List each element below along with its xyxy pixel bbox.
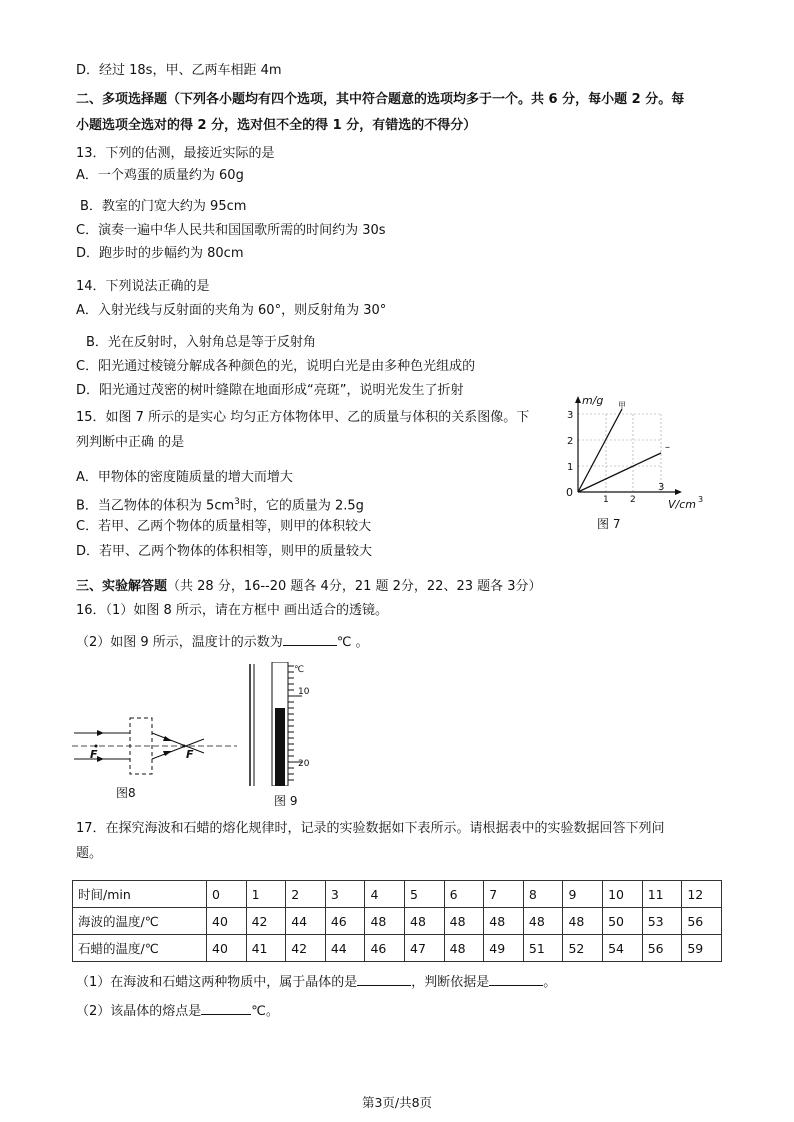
- q13-option-a: A．一个鸡蛋的质量约为 60g: [76, 168, 244, 183]
- table-cell: 2: [286, 881, 326, 908]
- table-cell: 41: [246, 935, 286, 962]
- table-cell: 5: [405, 881, 445, 908]
- ray-out-bottom-arrow-icon: [163, 751, 172, 756]
- q14-option-b: B．光在反射时，入射角总是等于反射角: [86, 335, 316, 350]
- ray-in-top-arrow-icon: [97, 730, 104, 736]
- table-cell: 3: [325, 881, 365, 908]
- y-tick-1: 1: [567, 462, 574, 473]
- q14-stem: 14．下列说法正确的是: [76, 279, 210, 294]
- ray-out-top: [152, 733, 204, 753]
- table-cell: 54: [603, 935, 643, 962]
- table-cell: 0: [207, 881, 247, 908]
- x-axis-arrow-icon: [675, 489, 682, 495]
- table-cell: 46: [325, 908, 365, 935]
- table-cell: 4: [365, 881, 405, 908]
- q13-option-d: D．跑步时的步幅约为 80cm: [76, 246, 244, 261]
- q17-part1-mid: ，判断依据是: [411, 975, 490, 990]
- section2-heading-line1: 二、多项选择题（下列各小题均有四个选项，其中符合题意的选项均多于一个。共 6 分，每小题 2 分。每: [76, 92, 685, 107]
- q17-part2: [76, 1002, 279, 1021]
- x-tick-3: 3: [658, 482, 665, 493]
- q12-option-d: D．经过 18s，甲、乙两车相距 4m: [76, 63, 282, 78]
- table-cell: 11: [642, 881, 682, 908]
- q17-stem-line2: 题。: [76, 846, 103, 861]
- unit-label: ℃: [294, 665, 305, 675]
- table-row: [73, 881, 722, 908]
- q17-part1: [76, 973, 556, 992]
- q13-option-b: B．教室的门宽大约为 95cm: [80, 199, 247, 214]
- table-cell: 40: [207, 935, 247, 962]
- table-row: [73, 935, 722, 962]
- q17-part2-text: （2）该晶体的熔点是: [76, 1004, 202, 1019]
- q16-part2: [76, 633, 369, 652]
- ray-out-bottom: [152, 739, 204, 759]
- x-tick-2: 2: [630, 495, 636, 505]
- q17-part1-text: （1）在海波和石蜡这两种物质中，属于晶体的是: [76, 975, 358, 990]
- table-cell: 44: [325, 935, 365, 962]
- table-cell: 9: [563, 881, 603, 908]
- figure-9-thermometer: [248, 662, 318, 786]
- table-cell: 52: [563, 935, 603, 962]
- table-cell: 44: [286, 908, 326, 935]
- q15-option-b-sup: 3: [234, 497, 240, 507]
- table-row-header: 石蜡的温度/℃: [73, 935, 207, 962]
- table-cell: 59: [682, 935, 722, 962]
- y-tick-3: 3: [567, 410, 574, 421]
- table-cell: 42: [246, 908, 286, 935]
- right-focus-label: F: [186, 748, 194, 761]
- q17-crystal-answer-blank[interactable]: [357, 973, 411, 986]
- y-axis-label: m/g: [582, 394, 604, 407]
- q14-option-c: C．阳光通过棱镜分解成各种颜色的光，说明白光是由多种色光组成的: [76, 359, 476, 374]
- page-footer: 第3页/共8页: [361, 1095, 433, 1110]
- origin-label: 0: [566, 486, 573, 499]
- section2-heading-line2: 小题选项全选对的得 2 分，选对但不全的得 1 分，有错选的不得分）: [76, 118, 477, 133]
- q16-part1: 16．（1）如图 8 所示，请在方框中 画出适合的透镜。: [76, 603, 388, 618]
- q17-stem-line1: 17．在探究海波和石蜡的熔化规律时，记录的实验数据如下表所示。请根据表中的实验数据回答下列问: [76, 821, 665, 836]
- q15-stem-line1: 15．如图 7 所示的是实心 均匀正方体物体甲、乙的质量与体积的关系图像。下: [76, 410, 530, 425]
- ray-in-bottom-arrow-icon: [97, 756, 104, 762]
- table-cell: 50: [603, 908, 643, 935]
- q17-part1-end: 。: [543, 975, 557, 990]
- q15-stem-line2: 列判断中正确 的是: [76, 435, 185, 450]
- q16-answer-blank[interactable]: [283, 633, 337, 646]
- y-axis-arrow-icon: [575, 396, 581, 403]
- q15-option-d: D．若甲、乙两个物体的体积相等，则甲的质量较大: [76, 544, 373, 559]
- line-yi: [578, 453, 661, 492]
- left-focus-label: F: [90, 748, 98, 761]
- figure-7-caption: 图 7: [597, 517, 621, 531]
- figure-8-lens-diagram: [72, 710, 242, 780]
- table-row: [73, 908, 722, 935]
- q15-option-b: [76, 493, 364, 515]
- table-cell: 51: [523, 935, 563, 962]
- q16-part2-unit: ℃ 。: [336, 635, 369, 650]
- table-cell: 48: [444, 935, 484, 962]
- section3-heading: [76, 578, 542, 596]
- table-cell: 47: [405, 935, 445, 962]
- table-cell: 48: [444, 908, 484, 935]
- figure-7-mass-volume-graph: [558, 392, 718, 510]
- ray-out-top-arrow-icon: [163, 736, 172, 741]
- q17-part2-unit: ℃。: [251, 1004, 279, 1019]
- q16-part2-text: （2）如图 9 所示，温度计的示数为: [76, 635, 283, 650]
- graph-grid: [578, 414, 661, 492]
- section3-title: 三、实验解答题: [76, 579, 168, 594]
- table-row-header: 时间/min: [73, 881, 207, 908]
- q14-option-d: D．阳光通过茂密的树叶缝隙在地面形成“亮斑”，说明光发生了折射: [76, 383, 464, 398]
- mark-20-label: 20: [298, 759, 310, 769]
- figure-9-caption: 图 9: [274, 794, 298, 808]
- table-cell: 48: [365, 908, 405, 935]
- table-cell: 7: [484, 881, 524, 908]
- table-cell: 48: [563, 908, 603, 935]
- table-cell: 40: [207, 908, 247, 935]
- figure-8-caption: 图8: [116, 786, 136, 800]
- table-cell: 6: [444, 881, 484, 908]
- table-cell: 49: [484, 935, 524, 962]
- table-cell: 48: [405, 908, 445, 935]
- table-cell: 56: [682, 908, 722, 935]
- line-jia-label: 甲: [618, 401, 626, 410]
- q15-option-b-text-end: 时，它的质量为 2.5g: [239, 498, 364, 514]
- x-tick-1: 1: [603, 495, 609, 505]
- table-cell: 12: [682, 881, 722, 908]
- mark-10-label: 10: [298, 687, 310, 697]
- table-row-header: 海波的温度/℃: [73, 908, 207, 935]
- x-axis-label: V/cm: [668, 498, 696, 510]
- q15-option-b-text: B．当乙物体的体积为 5cm: [76, 498, 235, 514]
- melting-data-table: [72, 880, 722, 962]
- table-cell: 42: [286, 935, 326, 962]
- table-cell: 1: [246, 881, 286, 908]
- mercury-column: [275, 708, 285, 786]
- table-cell: 46: [365, 935, 405, 962]
- table-cell: 56: [642, 935, 682, 962]
- table-cell: 48: [523, 908, 563, 935]
- line-jia: [578, 409, 622, 492]
- q17-reason-answer-blank[interactable]: [489, 973, 543, 986]
- q15-option-c: C．若甲、乙两个物体的质量相等，则甲的体积较大: [76, 519, 372, 534]
- table-cell: 48: [484, 908, 524, 935]
- line-yi-label: –: [665, 442, 670, 453]
- q14-option-a: A．入射光线与反射面的夹角为 60°，则反射角为 30°: [76, 303, 387, 318]
- table-cell: 10: [603, 881, 643, 908]
- y-tick-2: 2: [567, 436, 574, 447]
- q13-stem: 13．下列的估测，最接近实际的是: [76, 146, 275, 161]
- x-axis-label-sup: 3: [698, 495, 704, 504]
- q15-option-a: A．甲物体的密度随质量的增大而增大: [76, 470, 293, 485]
- table-cell: 8: [523, 881, 563, 908]
- table-cell: 53: [642, 908, 682, 935]
- q17-melting-point-blank[interactable]: [201, 1002, 251, 1015]
- section3-scoring: （共 28 分，16--20 题各 4分，21 题 2分，22、23 题各 3分）: [167, 579, 542, 594]
- q13-option-c: C．演奏一遍中华人民共和国国歌所需的时间约为 30s: [76, 223, 386, 238]
